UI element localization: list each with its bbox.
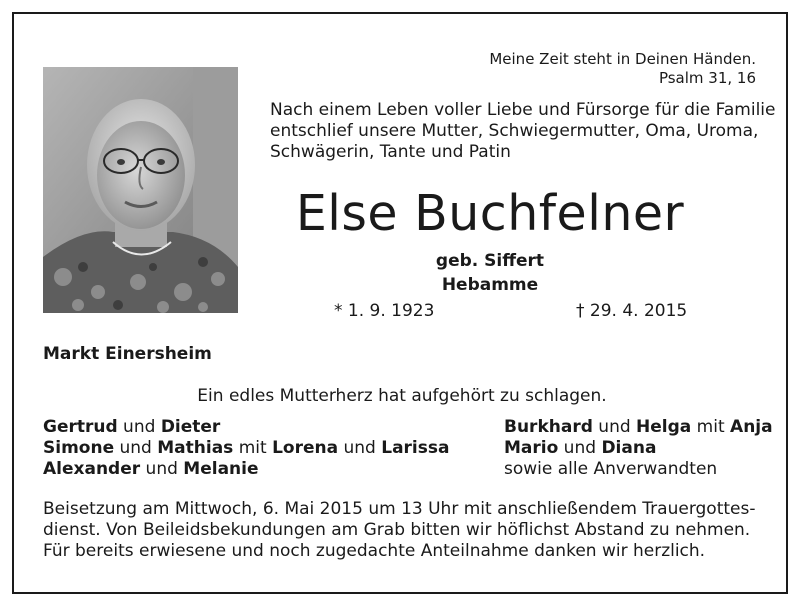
conjunction: und [117, 417, 161, 437]
family-left-row-3 [43, 459, 449, 480]
family-left-row-1 [43, 417, 449, 438]
obituary-notice [12, 12, 788, 594]
family-left [43, 417, 449, 480]
profession: Hebamme [441, 275, 539, 295]
funeral-line-3: Für bereits erwiesene und noch zugedachte Anteilnahme danken wir herzlich. [43, 541, 706, 561]
relative-name: Lorena [272, 438, 339, 458]
memorial-quote: Ein edles Mutterherz hat aufgehört zu schlagen. [197, 386, 607, 406]
relative-name: Mario [504, 438, 559, 458]
family-right [504, 417, 773, 480]
born-name: geb. Siffert [435, 251, 545, 271]
conjunction: und [592, 417, 637, 437]
intro-text [270, 100, 776, 163]
conjunction: mit [233, 438, 273, 458]
family-right-row-1 [504, 417, 773, 438]
portrait-photo-icon [43, 67, 238, 313]
portrait-photo [43, 67, 238, 313]
intro-line-1: Nach einem Leben voller Liebe und Fürsorge für die Familie [270, 100, 776, 120]
verse-reference: Psalm 31, 16 [658, 69, 756, 87]
relative-name: Anja [730, 417, 773, 437]
conjunction: mit [691, 417, 731, 437]
family-right-row-2 [504, 438, 773, 459]
relative-name: Larissa [381, 438, 450, 458]
relative-name: Mathias [157, 438, 234, 458]
relative-name: Dieter [160, 417, 221, 437]
family-right-row-3: sowie alle Anverwandten [504, 459, 718, 479]
relative-name: Gertrud [43, 417, 118, 437]
relative-name: Simone [43, 438, 115, 458]
relative-name: Burkhard [504, 417, 593, 437]
relative-name: Melanie [183, 459, 259, 479]
conjunction: und [114, 438, 158, 458]
funeral-details [43, 499, 756, 562]
relative-name: Diana [601, 438, 657, 458]
bible-verse [489, 50, 756, 88]
verse-text: Meine Zeit steht in Deinen Händen. [489, 50, 756, 68]
deceased-name: Else Buchfelner [295, 185, 685, 242]
intro-line-3: Schwägerin, Tante und Patin [270, 142, 511, 162]
conjunction: und [558, 438, 602, 458]
intro-line-2: entschlief unsere Mutter, Schwiegermutter, Oma, Uroma, [270, 121, 759, 141]
conjunction: und [140, 459, 184, 479]
funeral-line-1: Beisetzung am Mittwoch, 6. Mai 2015 um 13 Uhr mit anschließendem Trauergottes- [43, 499, 756, 519]
death-date: † 29. 4. 2015 [576, 301, 688, 321]
birth-date: * 1. 9. 1923 [334, 301, 435, 321]
family-left-row-2 [43, 438, 449, 459]
relative-name: Helga [636, 417, 692, 437]
conjunction: und [338, 438, 382, 458]
relative-name: Alexander [43, 459, 141, 479]
place-name: Markt Einersheim [43, 344, 212, 364]
funeral-line-2: dienst. Von Beileidsbekundungen am Grab bitten wir höflichst Abstand zu nehmen. [43, 520, 751, 540]
